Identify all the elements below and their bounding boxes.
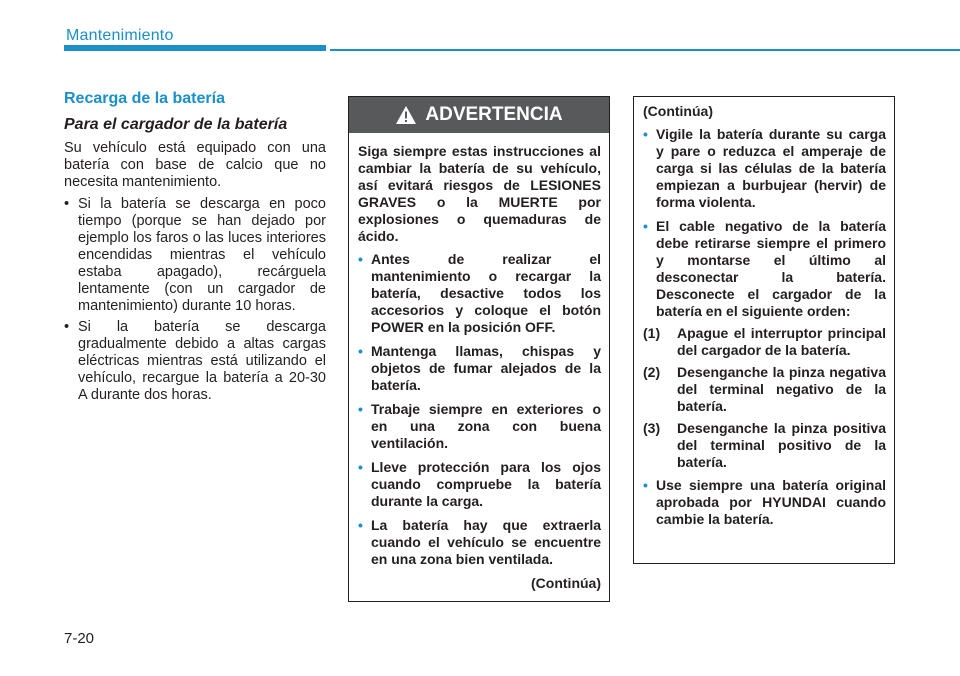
continued-bullet: • Vigile la batería durante su carga y pare o reduzca el amperaje de carga si las células de la batería empiezan a burbujear (hervir) de forma violenta. [643,126,886,211]
warning-bullet: • Trabaje siempre en exteriores o en una zona con buena ventilación. [358,401,601,452]
continues-label: (Continúa) [531,575,601,591]
warning-bullet: • Mantenga llamas, chispas y objetos de fumar alejados de la batería. [358,343,601,394]
bullet-item: • Si la batería se descarga en poco tiempo (porque se han dejado por ejemplo los faros o las luces interiores encendidas mientras el vehículo estaba apagado), recárguela lentamente (con un cargador de mantenimiento) durante 10 horas. [64,196,326,315]
warning-header [349,97,609,133]
charging-bullets [64,196,326,404]
bullet-item: • Si la batería se descarga gradualmente debido a altas cargas eléctricas mientras está utilizando el vehículo, recargue la batería a 20-30 A durante dos horas. [64,319,326,404]
page-number: 7-20 [64,630,95,647]
step-number: (2) [643,364,661,380]
continued-bullet: • Use siempre una batería original aprobada por HYUNDAI cuando cambie la batería. [643,477,886,528]
left-column [64,90,326,408]
step-number: (1) [643,325,661,341]
warning-bullets [358,251,601,568]
step-item [643,420,886,471]
sub-heading: Para el cargador de la batería [64,116,288,133]
section-title: Mantenimiento [66,27,174,44]
warning-bullet: • Lleve protección para los ojos cuando compruebe la batería durante la carga. [358,459,601,510]
continued-bullets [643,126,886,320]
continued-bullet: • El cable negativo de la batería debe retirarse siempre el primero y montarse el último al desconectar la batería. Desconecte el cargador de la batería en el siguiente orden: [643,218,886,320]
warning-intro: Siga siempre estas instrucciones al cambiar la batería de su vehículo, así evitará riesgos de LESIONES GRAVES o la MUERTE por explosiones o quemaduras de ácido. [358,143,601,244]
continued-box [633,96,895,564]
warning-triangle-icon [395,105,417,125]
step-text: Apague el interruptor principal del cargador de la batería. [677,325,886,358]
intro-paragraph: Su vehículo está equipado con una batería con base de calcio que no necesita mantenimiento. [64,140,326,190]
warning-box [348,96,610,602]
step-text: Desenganche la pinza negativa del terminal negativo de la batería. [677,364,886,414]
warning-body [349,133,609,591]
disconnect-steps [643,325,886,471]
warning-title: ADVERTENCIA [425,104,563,125]
warning-bullet: • Antes de realizar el mantenimiento o recargar la batería, desactive todos los accesorios y coloque el botón POWER en la posición OFF. [358,251,601,336]
step-number: (3) [643,420,661,436]
continued-title: (Continúa) [643,103,713,119]
step-text: Desenganche la pinza positiva del terminal positivo de la batería. [677,420,886,470]
section-heading: Recarga de la batería [64,90,225,107]
header-rule-thick [64,45,326,51]
step-item [643,325,886,359]
warning-bullet: • La batería hay que extraerla cuando el vehículo se encuentre en una zona bien ventilada. [358,517,601,568]
continued-bullets-2 [643,477,886,528]
header-rule-thin [330,49,960,51]
step-item [643,364,886,415]
